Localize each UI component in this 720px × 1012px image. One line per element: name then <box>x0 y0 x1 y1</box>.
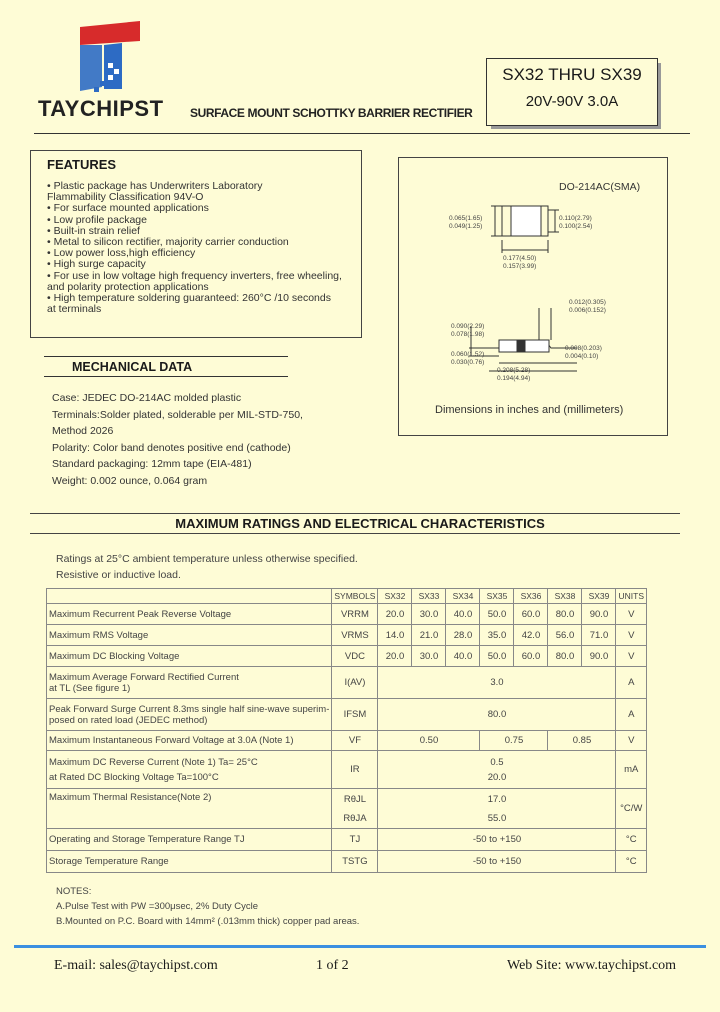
header-cell: SX39 <box>582 589 616 604</box>
page-number: 1 of 2 <box>316 958 349 973</box>
value-cell: 50.0 <box>480 604 514 625</box>
value-cell <box>378 789 616 829</box>
dimension-label: 0.177(4.50) <box>503 255 537 262</box>
dimension-label: 0.049(1.25) <box>449 223 483 230</box>
unit-cell: mA <box>616 751 647 789</box>
package-outline-drawing <box>399 158 667 435</box>
symbol-cell: VF <box>332 731 378 751</box>
table-row <box>47 667 647 699</box>
list-item: Method 2026 <box>52 425 114 437</box>
symbol-line: RθJL <box>343 793 367 805</box>
unit-cell: A <box>616 699 647 731</box>
list-item: Case: JEDEC DO-214AC molded plastic <box>52 392 242 404</box>
symbol-cell: TSTG <box>332 851 378 873</box>
unit-cell: V <box>616 604 647 625</box>
unit-cell: °C <box>616 829 647 851</box>
symbol-cell: I(AV) <box>332 667 378 699</box>
dimension-label: 0.078(1.98) <box>451 331 485 338</box>
param-line: at Rated DC Blocking Voltage Ta=100°C <box>49 771 219 783</box>
symbol-cell <box>332 789 378 829</box>
symbol-cell: VRMS <box>332 625 378 646</box>
table-row <box>47 625 647 646</box>
header-cell <box>47 589 332 604</box>
value-cell: 35.0 <box>480 625 514 646</box>
note-a: A.Pulse Test with PW =300μsec, 2% Duty Cycle <box>56 901 258 912</box>
note-b: B.Mounted on P.C. Board with 14mm² (.013mm thick) copper pad areas. <box>56 916 360 927</box>
value-cell: 14.0 <box>378 625 412 646</box>
table-row <box>47 829 647 851</box>
value-line: 55.0 <box>487 812 507 824</box>
symbol-cell: VDC <box>332 646 378 667</box>
symbol-cell: IFSM <box>332 699 378 731</box>
value-cell: 30.0 <box>412 604 446 625</box>
taychipst-logo-icon <box>74 19 146 95</box>
mechanical-rule-top <box>44 356 288 357</box>
features-title: FEATURES <box>47 157 117 172</box>
value-cell: 42.0 <box>514 625 548 646</box>
header-cell: UNITS <box>616 589 647 604</box>
param-cell: Maximum DC Blocking Voltage <box>47 646 332 667</box>
param-cell <box>47 751 332 789</box>
header-divider <box>34 133 690 134</box>
part-range-title: SX32 THRU SX39 <box>502 65 642 84</box>
list-item: • For use in low voltage high frequency inverters, free wheeling, <box>47 269 342 282</box>
value-cell: 71.0 <box>582 625 616 646</box>
list-item: • Low profile package <box>47 213 147 226</box>
dimension-label: 0.110(2.79) <box>559 215 592 222</box>
header-cell: SYMBOLS <box>332 589 378 604</box>
dimension-label: 0.208(5.28) <box>497 367 531 374</box>
dimension-label: 0.030(0.76) <box>451 359 485 366</box>
dimension-label: 0.100(2.54) <box>559 223 593 230</box>
unit-cell: V <box>616 731 647 751</box>
list-item: • Low power loss,high efficiency <box>47 247 196 260</box>
dimension-label: 0.012(0.305) <box>569 299 606 306</box>
symbol-cell: VRRM <box>332 604 378 625</box>
value-line: 20.0 <box>487 771 507 783</box>
value-cell: 20.0 <box>378 604 412 625</box>
table-row <box>47 699 647 731</box>
value-cell: 90.0 <box>582 646 616 667</box>
value-cell: 40.0 <box>446 646 480 667</box>
dimension-label: 0.065(1.65) <box>449 215 483 222</box>
param-cell <box>47 699 332 731</box>
list-item: • For surface mounted applications <box>47 202 209 215</box>
dimension-label: 0.008(0.203) <box>565 345 602 352</box>
value-cell: 60.0 <box>514 646 548 667</box>
param-cell: Storage Temperature Range <box>47 851 332 873</box>
param-cell: Maximum Thermal Resistance(Note 2) <box>47 789 332 829</box>
value-line: 0.5 <box>490 756 504 768</box>
value-cell: 80.0 <box>378 699 616 731</box>
value-cell: 56.0 <box>548 625 582 646</box>
list-item: and polarity protection applications <box>47 280 209 293</box>
table-row <box>47 731 647 751</box>
unit-cell: V <box>616 646 647 667</box>
mechanical-list <box>52 390 303 489</box>
param-line: Maximum Average Forward Rectified Current <box>49 671 239 683</box>
footer-website[interactable]: Web Site: www.taychipst.com <box>507 958 677 973</box>
value-cell: 20.0 <box>378 646 412 667</box>
brand-name: TAYCHIPST <box>38 96 164 121</box>
param-cell: Operating and Storage Temperature Range TJ <box>47 829 332 851</box>
value-cell: 3.0 <box>378 667 616 699</box>
value-cell <box>378 751 616 789</box>
electrical-characteristics-table <box>46 588 647 873</box>
list-item: • Plastic package has Underwriters Laboratory <box>47 180 263 192</box>
list-item: Terminals:Solder plated, solderable per MIL-STD-750, <box>52 408 303 421</box>
dimension-label: 0.090(2.29) <box>451 323 485 330</box>
unit-cell: °C <box>616 851 647 873</box>
param-line: posed on rated load (JEDEC method) <box>49 714 208 726</box>
dimension-label: 0.157(3.99) <box>503 263 537 270</box>
value-cell: 80.0 <box>548 646 582 667</box>
table-row <box>47 851 647 873</box>
table-row <box>47 646 647 667</box>
document-subtitle: SURFACE MOUNT SCHOTTKY BARRIER RECTIFIER <box>190 106 473 120</box>
value-cell: 30.0 <box>412 646 446 667</box>
ratings-section-title: MAXIMUM RATINGS AND ELECTRICAL CHARACTERISTICS <box>175 516 545 531</box>
param-line: Peak Forward Surge Current 8.3ms single half sine-wave superim- <box>49 703 330 715</box>
symbol-cell: IR <box>332 751 378 789</box>
list-item: Flammability Classification 94V-O <box>47 191 204 204</box>
value-cell: 0.75 <box>480 731 548 751</box>
section-rule-bottom <box>30 533 680 534</box>
value-cell: -50 to +150 <box>378 851 616 873</box>
unit-cell: V <box>616 625 647 646</box>
list-item: • High surge capacity <box>47 258 146 271</box>
footer-email[interactable]: E-mail: sales@taychipst.com <box>54 958 218 973</box>
param-cell: Maximum Instantaneous Forward Voltage at 3.0A (Note 1) <box>47 731 332 751</box>
value-cell: 0.85 <box>548 731 616 751</box>
value-cell: 21.0 <box>412 625 446 646</box>
ratings-condition-note: Ratings at 25°C ambient temperature unless otherwise specified. <box>56 553 358 565</box>
param-cell <box>47 667 332 699</box>
table-row <box>47 604 647 625</box>
dimension-label: 0.004(0.10) <box>565 353 599 360</box>
dimension-label: 0.194(4.94) <box>497 375 531 382</box>
part-number-box <box>486 58 658 126</box>
list-item: Weight: 0.002 ounce, 0.064 gram <box>52 474 208 487</box>
param-cell: Maximum RMS Voltage <box>47 625 332 646</box>
list-item: Polarity: Color band denotes positive end (cathode) <box>52 441 291 454</box>
list-item: • High temperature soldering guaranteed: 260°C /10 seconds <box>47 292 331 305</box>
package-name: DO-214AC(SMA) <box>559 181 641 193</box>
footer-divider <box>14 945 706 948</box>
list-item: at terminals <box>47 303 102 316</box>
list-item: Standard packaging: 12mm tape (EIA-481) <box>52 458 252 470</box>
value-cell: 60.0 <box>514 604 548 625</box>
value-cell: 90.0 <box>582 604 616 625</box>
param-line: at TL (See figure 1) <box>49 682 131 694</box>
value-cell: 80.0 <box>548 604 582 625</box>
part-voltage-current: 20V-90V 3.0A <box>525 93 619 110</box>
value-cell: 40.0 <box>446 604 480 625</box>
param-cell: Maximum Recurrent Peak Reverse Voltage <box>47 604 332 625</box>
header-cell: SX35 <box>480 589 514 604</box>
notes-block <box>56 884 359 929</box>
symbol-cell: TJ <box>332 829 378 851</box>
features-list <box>47 181 357 315</box>
notes-title: NOTES: <box>56 886 92 897</box>
features-panel <box>30 150 362 338</box>
list-item: • Metal to silicon rectifier, majority carrier conduction <box>47 236 289 249</box>
value-cell: 50.0 <box>480 646 514 667</box>
mechanical-rule-bottom <box>44 376 288 377</box>
dimension-label: 0.060(1.52) <box>451 351 485 358</box>
package-caption: Dimensions in inches and (millimeters) <box>435 404 624 416</box>
header-cell: SX32 <box>378 589 412 604</box>
value-cell: 28.0 <box>446 625 480 646</box>
mechanical-title: MECHANICAL DATA <box>72 360 193 374</box>
table-header-row <box>47 589 647 604</box>
unit-cell: °C/W <box>616 789 647 829</box>
param-line: Maximum DC Reverse Current (Note 1) Ta= 25°C <box>49 756 258 768</box>
value-cell: 0.50 <box>378 731 480 751</box>
table-row <box>47 789 647 829</box>
unit-cell: A <box>616 667 647 699</box>
header-cell: SX36 <box>514 589 548 604</box>
dimension-label: 0.006(0.152) <box>569 307 606 314</box>
table-row <box>47 751 647 789</box>
header-cell: SX34 <box>446 589 480 604</box>
symbol-line: RθJA <box>343 812 367 824</box>
section-rule-top <box>30 513 680 514</box>
list-item: • Built-in strain relief <box>47 224 140 237</box>
value-cell: -50 to +150 <box>378 829 616 851</box>
header-cell: SX33 <box>412 589 446 604</box>
package-drawing-panel <box>398 157 668 436</box>
value-line: 17.0 <box>487 793 507 805</box>
ratings-load-note: Resistive or inductive load. <box>56 569 181 581</box>
header-cell: SX38 <box>548 589 582 604</box>
